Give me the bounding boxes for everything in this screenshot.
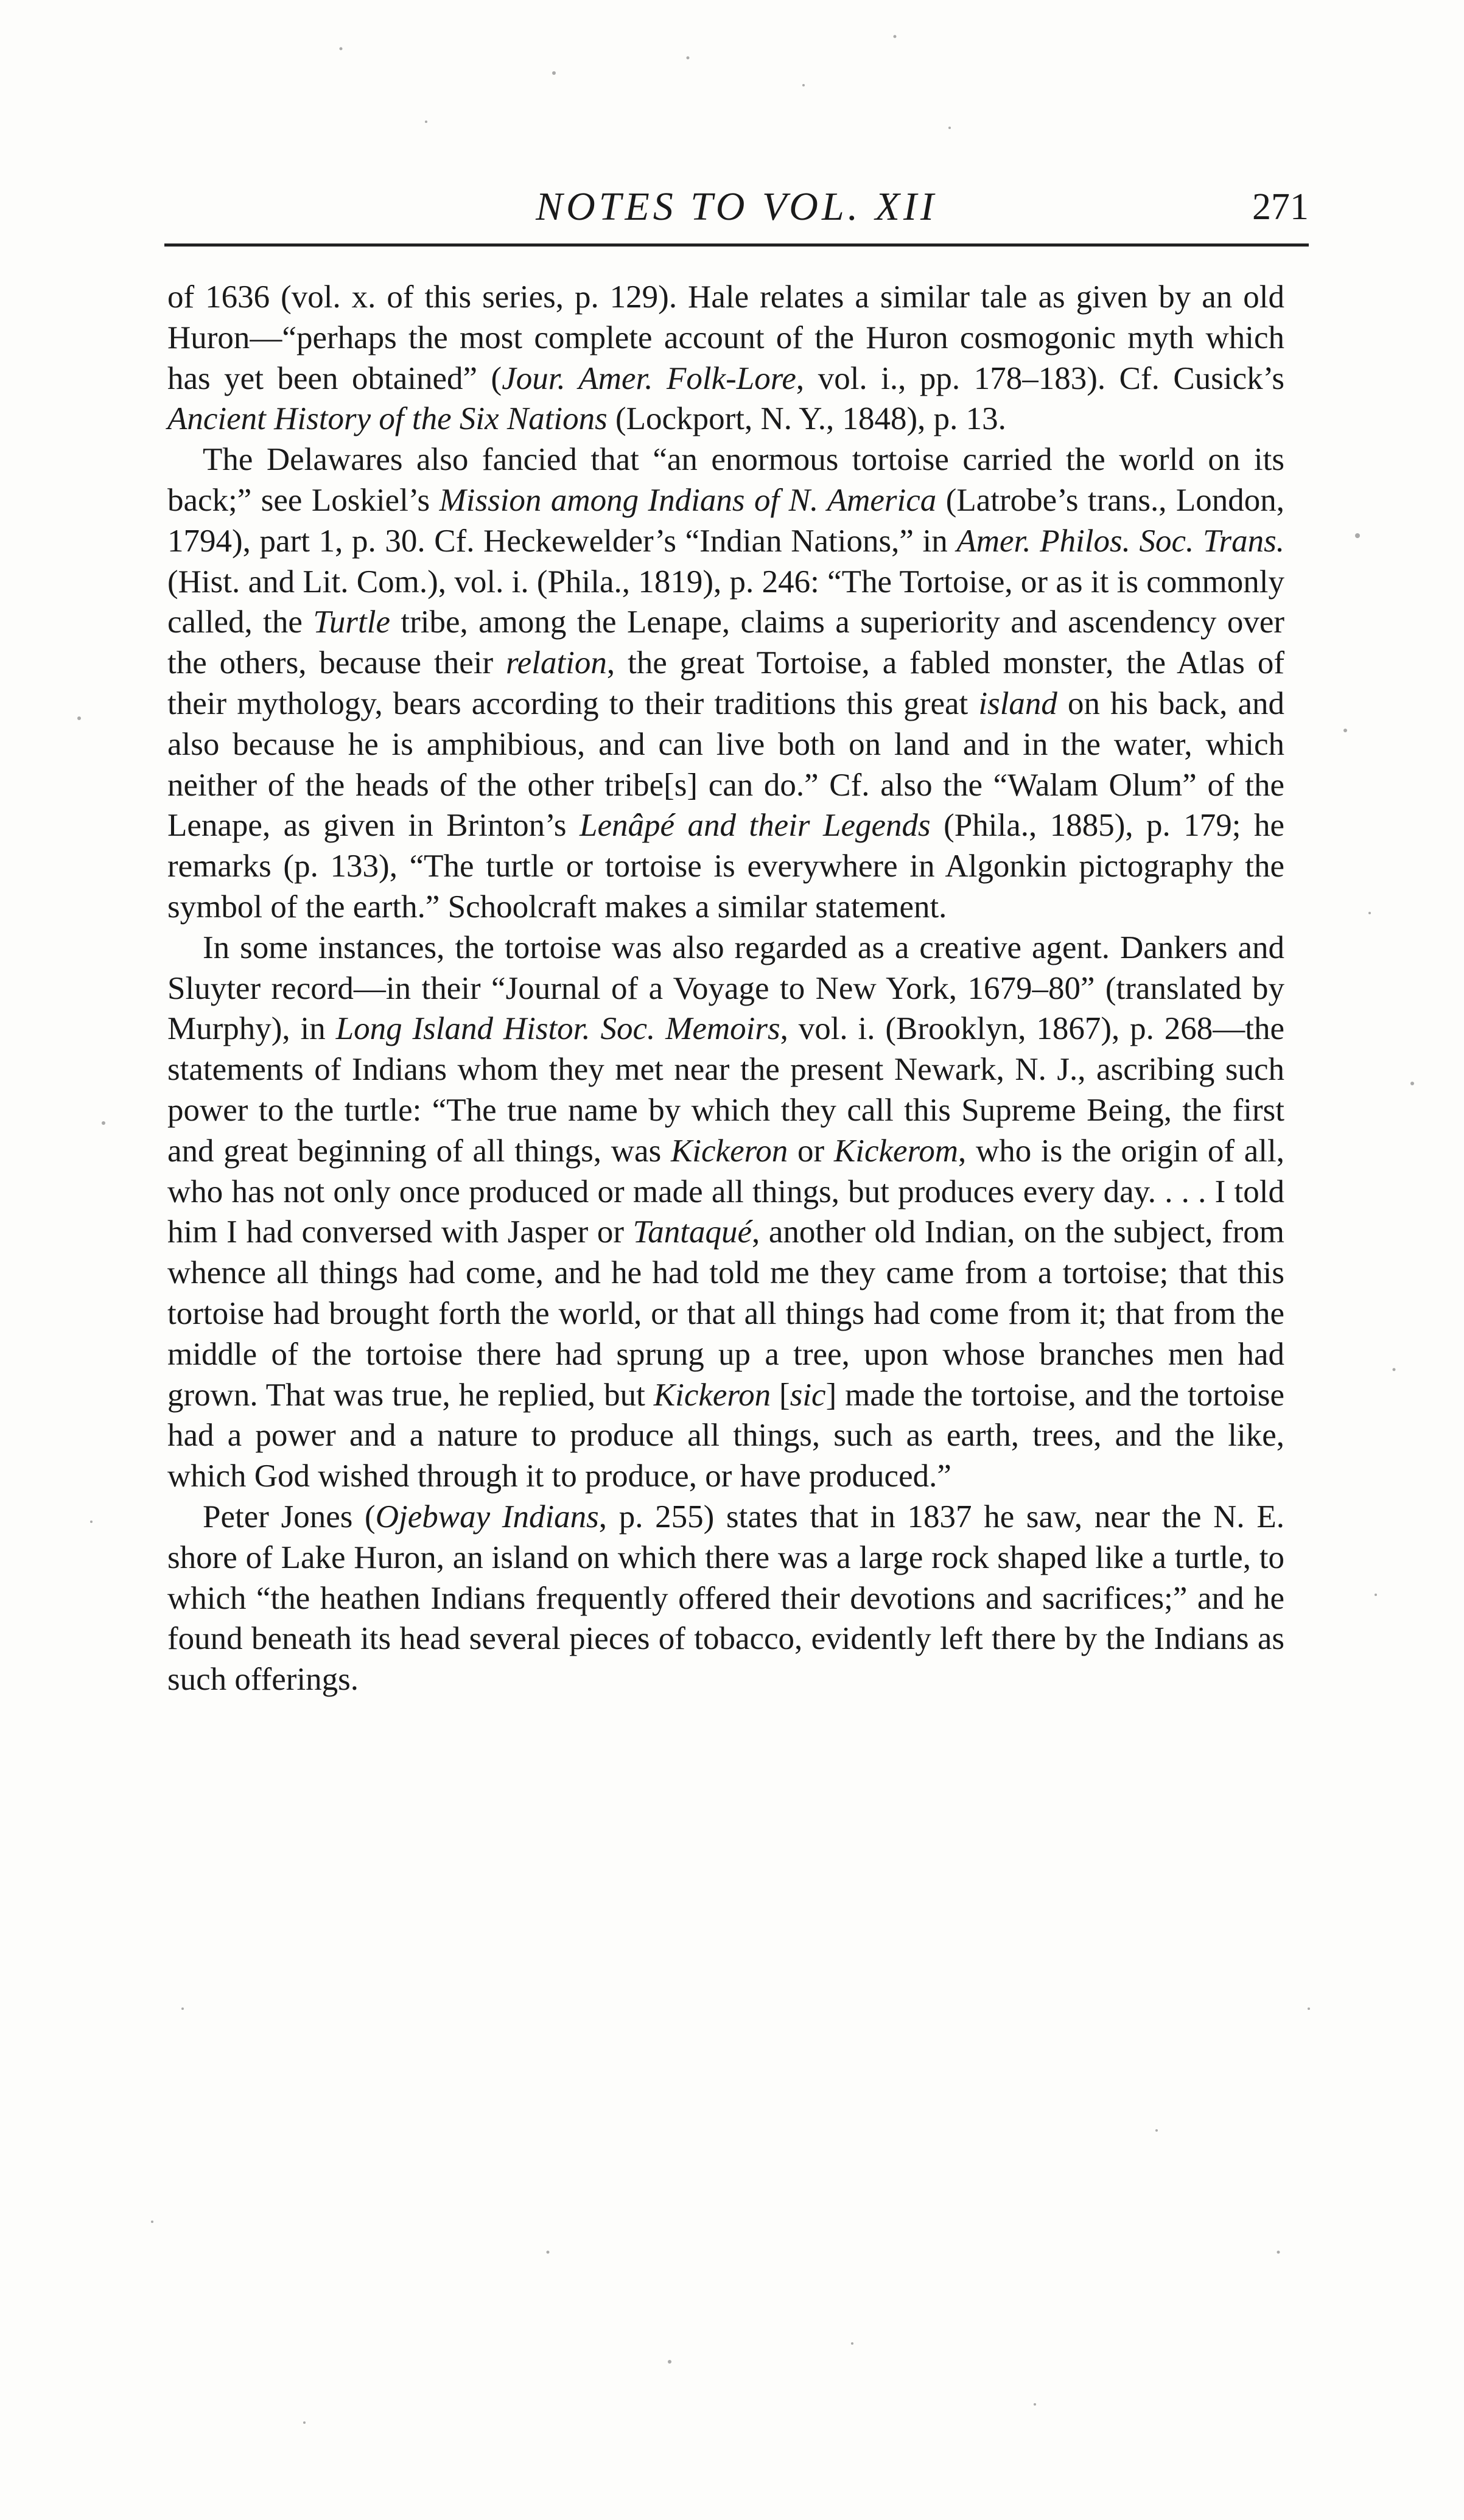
paragraph-text: on his back, and also because he is amphibious, and can live both on land and in the water, which neither of the heads of the other tribe[s] can do.” Cf. also the “Walam Olum” of the Lenape, as given in Brinton’s [167,685,1284,844]
paragraph-text: (Lockport, N. Y., 1848), p. 13. [607,401,1006,437]
italic-title: Mission among Indians of N. America [439,482,937,518]
note-paragraph [167,1497,1284,1700]
paragraph-text: The Delawares also fancied that “an enormous tortoise carried the world on its back;” see Loskiel’s [167,442,1284,518]
italic-title: Lenâpé and their Legends [579,808,931,844]
note-paragraph [167,277,1284,439]
paragraph-text: (Phila., 1885), p. 179; he remarks (p. 133), “The turtle or tortoise is everywhere in Algonkin pictography the symbol of the earth.” Schoolcraft makes a similar statement. [167,808,1284,925]
paragraph-text: (Hist. and Lit. Com.), vol. i. (Phila., 1819), p. 246: “The Tortoise, or as it is commonly called, the [167,564,1284,640]
paragraph-text: [ [771,1377,790,1413]
paragraph-text: ] made the tortoise, and the tortoise had a power and a nature to produce all things, such as earth, trees, and the like, which God wished through it to produce, or have produced.” [167,1377,1284,1494]
italic-title: sic [790,1377,826,1413]
italic-title: Ojebway Indians [375,1499,599,1535]
paragraph-text: In some instances, the tortoise was also regarded as a creative agent. Dankers and Sluyter record—in their “Journal of a Voyage to New York, 1679–80” (translated by Murphy), in [167,929,1284,1047]
paragraph-text: of 1636 (vol. x. of this series, p. 129). Hale relates a similar tale as given by an old Huron—“perhaps the most complete account of the Huron cosmogonic myth which has yet been obtained” ( [167,279,1284,396]
paragraph-text: tribe, among the Lenape, claims a superiority and ascendency over the others, because their [167,604,1284,681]
page-header [164,183,1309,231]
paragraph-text: , vol. i. (Brooklyn, 1867), p. 268—the statements of Indians whom they met near the present Newark, N. J., ascribing such power to the turtle: “The true name by which they call this Supreme Being, the first and great beginning of all things, was [167,1011,1284,1169]
notes-body [167,277,1284,1700]
running-head: NOTES TO VOL. XII [536,184,937,229]
italic-title: Amer. Philos. Soc. Trans. [956,523,1284,559]
paragraph-text: , who is the origin of all, who has not only once produced or made all things, but produces every day. . . . I told him I had conversed with Jasper or [167,1133,1284,1250]
italic-title: Long Island Histor. Soc. Memoirs [335,1011,780,1047]
paragraph-text: (Latrobe’s trans., London, 1794), part 1, p. 30. Cf. Heckewelder’s “Indian Nations,” in [167,482,1284,559]
paragraph-text: Peter Jones ( [203,1499,376,1535]
italic-title: island [978,685,1057,721]
italic-title: Jour. Amer. Folk-Lore [502,360,796,396]
page-number: 271 [1252,186,1309,228]
note-paragraph [167,928,1284,1497]
note-paragraph [167,439,1284,928]
paragraph-text: , p. 255) states that in 1837 he saw, near the N. E. shore of Lake Huron, an island on which there was a large rock shaped like a turtle, to which “the heathen Indians frequently offered their devotions and sacrifices;” and he found beneath its head several pieces of tobacco, evidently left there by the Indians as such offerings. [167,1499,1284,1698]
header-rule [164,243,1309,247]
italic-title: Tantaqué [632,1214,752,1250]
italic-title: Kickeron [653,1377,771,1413]
italic-title: relation [506,645,607,681]
italic-title: Kickeron [670,1133,788,1169]
italic-title: Kickerom [833,1133,958,1169]
italic-title: Turtle [313,604,390,640]
paragraph-text: or [788,1133,834,1169]
italic-title: Ancient History of the Six Nations [167,401,608,437]
paragraph-text: , another old Indian, on the subject, from whence all things had come, and he had told me they came from a tortoise; that this tortoise had brought forth the world, or that all things had come from it; that from the middle of the tortoise there had sprung up a tree, upon whose branches men had grown. That was true, he replied, but [167,1214,1284,1413]
paragraph-text: , vol. i., pp. 178–183). Cf. Cusick’s [796,360,1284,396]
paragraph-text: , the great Tortoise, a fabled monster, the Atlas of their mythology, bears according to their traditions this great [167,645,1284,721]
